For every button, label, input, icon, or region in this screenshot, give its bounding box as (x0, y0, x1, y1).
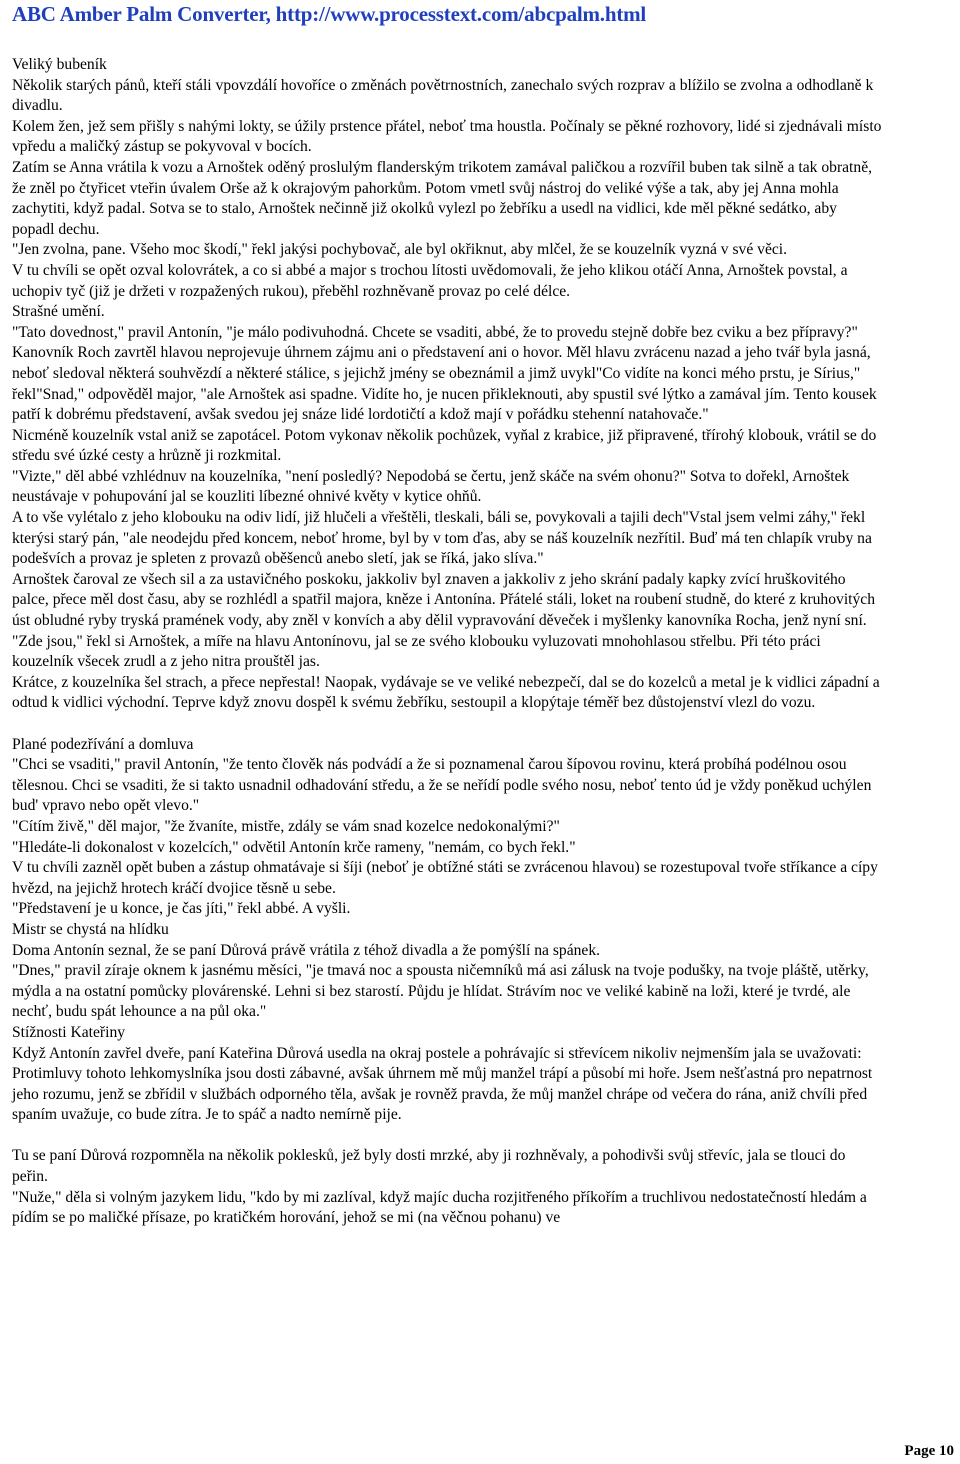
paragraph: V tu chvíli zazněl opět buben a zástup ohmatávaje si šíji (neboť je obtížné státi se zvrácenou hlavou) se rozestupoval tvoře stříkance a cípy hvězd, na jejichž hrotech kráčí dvojice těsně u sebe. (12, 859, 878, 897)
paragraph: Doma Antonín seznal, že se paní Důrová právě vrátila z téhož divadla a že pomýšlí na spánek. (12, 941, 601, 959)
paragraph: Veliký bubeník (12, 56, 107, 73)
paragraph: Když Antonín zavřel dveře, paní Kateřina Důrová usedla na okraj postele a pohrávajíc si střevícem nikoliv nejmenším jala se uvažovati: (12, 1044, 862, 1062)
paragraph: "Dnes," pravil zíraje oknem k jasnému měsíci, "je tmavá noc a spousta ničemníků má asi zálusk na tvoje podušky, na tvoje pláště, utěrky, mýdla a na ostatní pomůcky plovárenské. Lehni si bez starostí. Půjdu je hlídat. Strávím noc ve veliké kabině na loži, které je tvrdé, ale nechť, budu spát lehounce a na půl oka." (12, 962, 869, 1021)
page-number: Page 10 (904, 1443, 954, 1459)
page-header-title: ABC Amber Palm Converter, http://www.processtext.com/abcpalm.html (12, 2, 647, 26)
paragraph: Kolem žen, jež sem přišly s nahými lokty, se úžily prstence přátel, neboť tma houstla. Počínaly se pěkné rozhovory, lidé si zjednávali místo vpředu a maličký zástup se pokyvoval v bocích. (12, 117, 882, 156)
paragraph: "Vizte," děl abbé vzhlédnuv na kouzelníka, "není posledlý? Nepodobá se čertu, jenž skáče na svém ohonu?" Sotva to dořekl, Arnoštek neustávaje v pohupování jal se kouzliti líbezné ohnivé květy v kytice ohňů. (12, 467, 850, 506)
paragraph: Strašné umění. (12, 303, 105, 321)
paragraph: "Představení je u konce, je čas jíti," řekl abbé. A vyšli. (12, 900, 351, 918)
paragraph: Několik starých pánů, kteří stáli vpovzdálí hovoříce o změnách povětrnostních, zanechalo svých rozprav a blížilo se zvolna a odhodlaně k divadlu. (12, 76, 874, 115)
paragraph: "Cítím živě," děl major, "že žvaníte, mistře, zdály se vám snad kozelce nedokonalými?" (12, 817, 560, 835)
paragraph: A to vše vylétalo z jeho klobouku na odiv lidí, již hlučeli a vřeštěli, tleskali, báli se, povykovali a tajili dech"Vstal jsem velmi záhy," řekl kterýsi starý pán, "ale neodejdu před koncem, neboť hrome, byl by v tom ďas, aby se náš kouzelník nezřítil. Buď má ten chlapík vruby na podešvích a provaz je spleten z provazů oběšenců anebo sletí, jak se říká, jako slíva." (12, 509, 872, 568)
paragraph: Arnoštek čaroval ze všech sil a za ustavičného poskoku, jakkoliv byl znaven a jakkoliv z jeho skrání padaly kapky zvící hruškovitého palce, přece měl dost času, aby se rozhlédl a spatřil majora, kněze i Antonína. Přátelé stáli, loket na roubení studně, do které z kruhovitých úst obludné ryby tryská pramének vody, aby zněl v konvích a aby dělil vypravování děveček i myšlenky kanovníka Rocha, jenž nyní sní. (12, 570, 876, 630)
paragraph: Stížnosti Kateřiny (12, 1023, 126, 1041)
paragraph: Kanovník Roch zavrtěl hlavou neprojevuje úhrnem zájmu ani o představení ani o hovor. Měl hlavu zvrácenu nazad a jeho tvář byla jasná, neboť sledoval některá souhvězdí a některé stálice, s jejichž jmény se obeznámil a jimž uvykl"Co vidíte na konci mého prstu, je Sírius," řekl"Snad," odpověděl major, "ale Arnoštek asi spadne. Vidíte ho, je nucen přikleknouti, aby spustil své lýtko a zamával jím. Tento kousek patří k dobrému představení, avšak svedou jej snáze lidé lordotičtí a kdož mají v pořádku stehenní natahovače." (12, 344, 877, 424)
paragraph: Tu se paní Důrová rozpomněla na několik poklesků, jež byly dosti mrzké, aby ji rozhněvaly, a pohodivši svůj střevíc, jala se tlouci do peřin. (12, 1147, 846, 1186)
paragraph: Zatím se Anna vrátila k vozu a Arnoštek oděný proslulým flanderským trikotem zamával paličkou a rozvířil buben tak silně a tak obratně, že zněl po čtyřicet vteřin úvalem Orše až k okrajovým pahorkům. Potom vmetl svůj nástroj do veliké výše a tak, aby jej Anna mohla zachytiti, když padal. Sotva se to stalo, Arnoštek nečinně již okolků vylezl po žebříku a usedl na vidlici, kde měl pěkné sedátko, aby popadl dechu. (12, 158, 873, 238)
paragraph-gap (12, 714, 882, 735)
paragraph: "Hledáte-li dokonalost v kozelcích," odvětil Antonín krče rameny, "nemám, co bych řekl." (12, 838, 576, 856)
paragraph: Krátce, z kouzelníka šel strach, a přece nepřestal! Naopak, vydávaje se ve veliké nebezpečí, dal se do kozelců a metal je k vidlici západní a odtud k vidlici východní. Teprve když znovu dospěl k svému žebříku, sestoupil a klopýtaje téměř bez důstojenství vlezl do vozu. (12, 673, 880, 712)
paragraph: Mistr se chystá na hlídku (12, 920, 169, 938)
paragraph: "Nuže," děla si volným jazykem lidu, "kdo by mi zazlíval, když majíc ducha rozjitřeného příkořím a truchlivou nedostatečností hledám a pídím se po maličké přísaze, po kratičkém horování, jehož se mi (na věčnou pohanu) ve (12, 1188, 867, 1227)
paragraph: "Zde jsou," řekl si Arnoštek, a míře na hlavu Antonínovu, jal se ze svého klobouku vyluzovati mnohohlasou střelbu. Při této práci kouzelník všecek zrudl a z jeho nitra prouštěl jas. (12, 632, 821, 671)
paragraph: Nicméně kouzelník vstal aniž se zapotácel. Potom vykonav několik pochůzek, vyňal z krabice, již připravené, třírohý klobouk, vrátil se do středu své úzké cesty a hrůzně ji rozkmital. (12, 426, 877, 465)
paragraph: "Jen zvolna, pane. Všeho moc škodí," řekl jakýsi pochybovač, ale byl okřiknut, aby mlčel, že se kouzelník vyzná v své věci. (12, 241, 788, 259)
paragraph: Plané podezřívání a domluva (12, 735, 194, 753)
paragraph-gap (12, 1126, 882, 1147)
paragraph: "Chci se vsaditi," pravil Antonín, "že tento člověk nás podvádí a že si poznamenal čarou šípovou rovinu, která probíhá podélnou osou tělesnou. Chci se vsaditi, že si takto usnadnil odhadování středu, a že se neřídí podle svého nosu, neboť tento úd je vždy poněkud uchýlen bud' vpravo nebo opět vlevo." (12, 756, 872, 815)
paragraph: Protimluvy tohoto lehkomyslníka jsou dosti zábavné, avšak úhrnem mě můj manžel trápí a působí mi hoře. Jsem nešťastná pro nepatrnost jeho rozumu, jenž se zbřídil v službách odporného těla, avšak je rovněž pravda, že můj manžel chrápe od večera do rána, aniž chvíli před spaním uvažuje, co bude zítra. Je to spáč a nadto nemírně pije. (12, 1065, 873, 1124)
document-body (12, 55, 882, 1229)
paragraph: V tu chvíli se opět ozval kolovrátek, a co si abbé a major s trochou lítosti uvědomovali, že jeho klikou otáčí Anna, Arnoštek povstal, a uchopiv tyč (již je držeti v rozpažených rukou), přeběhl rozhněvaně provaz po celé délce. (12, 261, 848, 300)
paragraph: "Tato dovednost," pravil Antonín, "je málo podivuhodná. Chcete se vsaditi, abbé, že to provedu stejně dobře bez cviku a bez přípravy?" (12, 323, 858, 341)
